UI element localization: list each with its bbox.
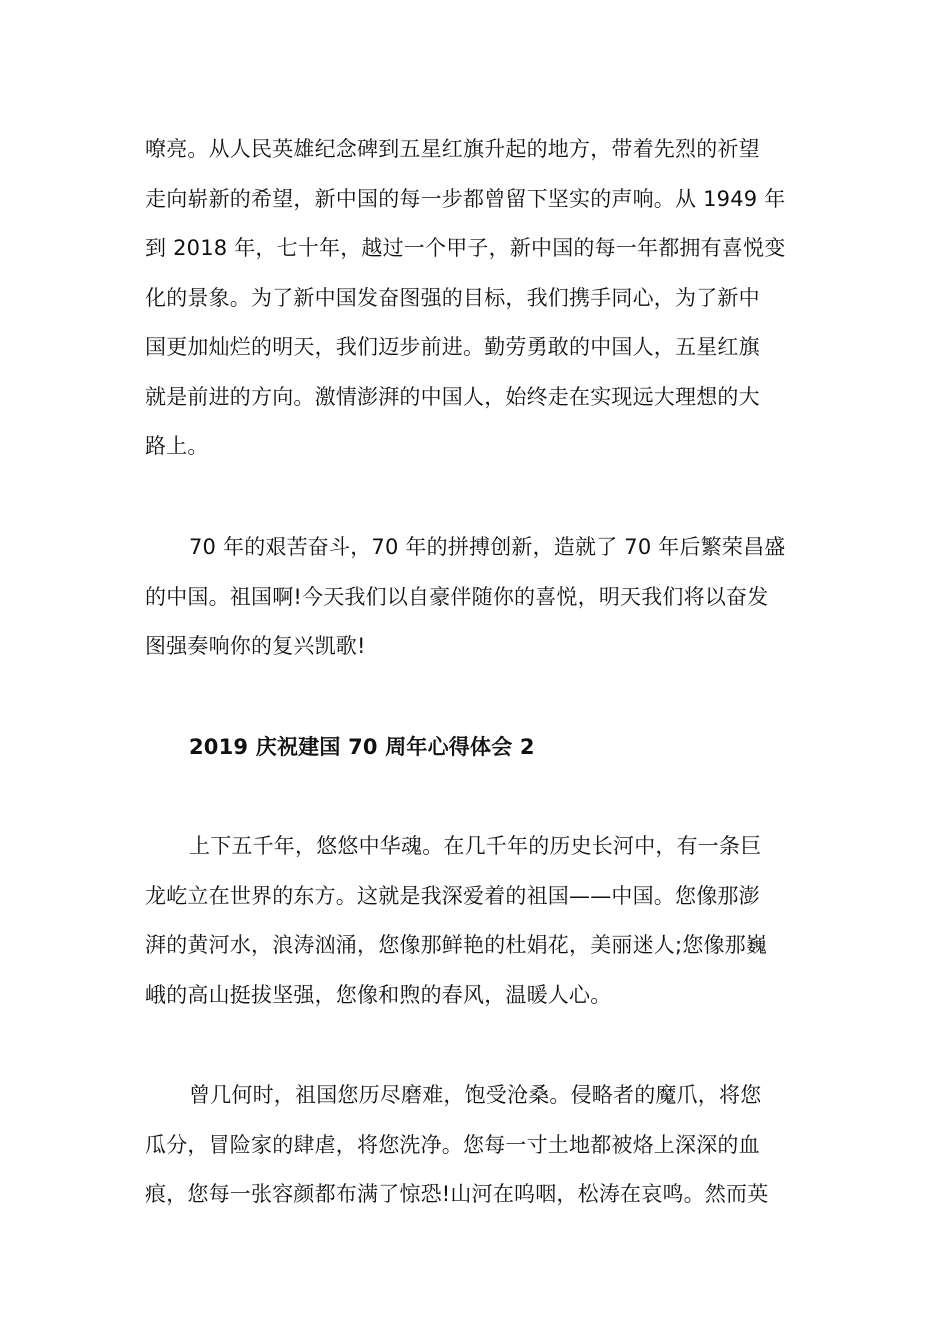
paragraph-3 [145,822,810,1020]
heading-text: 2019 庆祝建国 70 周年心得体会 2 [189,735,535,759]
paragraph-4 [145,1071,810,1220]
paragraph-line: 70 年的艰苦奋斗，70 年的拼搏创新，造就了 70 年后繁荣昌盛 [189,535,786,559]
paragraph-line: 化的景象。为了新中国发奋图强的目标，我们携手同心，为了新中 [145,285,760,310]
paragraph-line: 龙屹立在世界的东方。这就是我深爱着的祖国——中国。您像那澎 [145,883,760,908]
paragraph-line: 痕，您每一张容颜都布满了惊恐!山河在呜咽，松涛在哀鸣。然而英 [145,1182,769,1206]
paragraph-line: 湃的黄河水，浪涛汹涌，您像那鲜艳的杜娟花，美丽迷人;您像那巍 [145,933,768,957]
paragraph-1 [145,125,810,472]
paragraph-2 [145,523,810,672]
paragraph-line: 路上。 [145,434,209,458]
paragraph-line: 瓜分，冒险家的肆虐，将您洗净。您每一寸土地都被烙上深深的血 [145,1132,760,1157]
section-heading [145,723,810,773]
paragraph-line: 峨的高山挺拔坚强，您像和煦的春风，温暖人心。 [145,982,612,1007]
paragraph-line: 的中国。祖国啊!今天我们以自豪伴随你的喜悦，明天我们将以奋发 [145,584,769,609]
paragraph-line: 走向崭新的希望，新中国的每一步都曾留下坚实的声响。从 1949 年 [145,186,786,211]
paragraph-line: 到 2018 年，七十年，越过一个甲子，新中国的每一年都拥有喜悦变 [145,236,786,260]
paragraph-line: 曾几何时，祖国您历尽磨难，饱受沧桑。侵略者的魔爪，将您 [189,1083,762,1107]
paragraph-line: 图强奏响你的复兴凯歌! [145,634,366,658]
paragraph-line: 就是前进的方向。激情澎湃的中国人，始终走在实现远大理想的大 [145,384,760,409]
paragraph-line: 国更加灿烂的明天，我们迈步前进。勤劳勇敢的中国人，五星红旗 [145,335,760,359]
paragraph-line: 嘹亮。从人民英雄纪念碑到五星红旗升起的地方，带着先烈的祈望 [145,137,760,161]
paragraph-line: 上下五千年，悠悠中华魂。在几千年的历史长河中，有一条巨 [189,834,762,858]
